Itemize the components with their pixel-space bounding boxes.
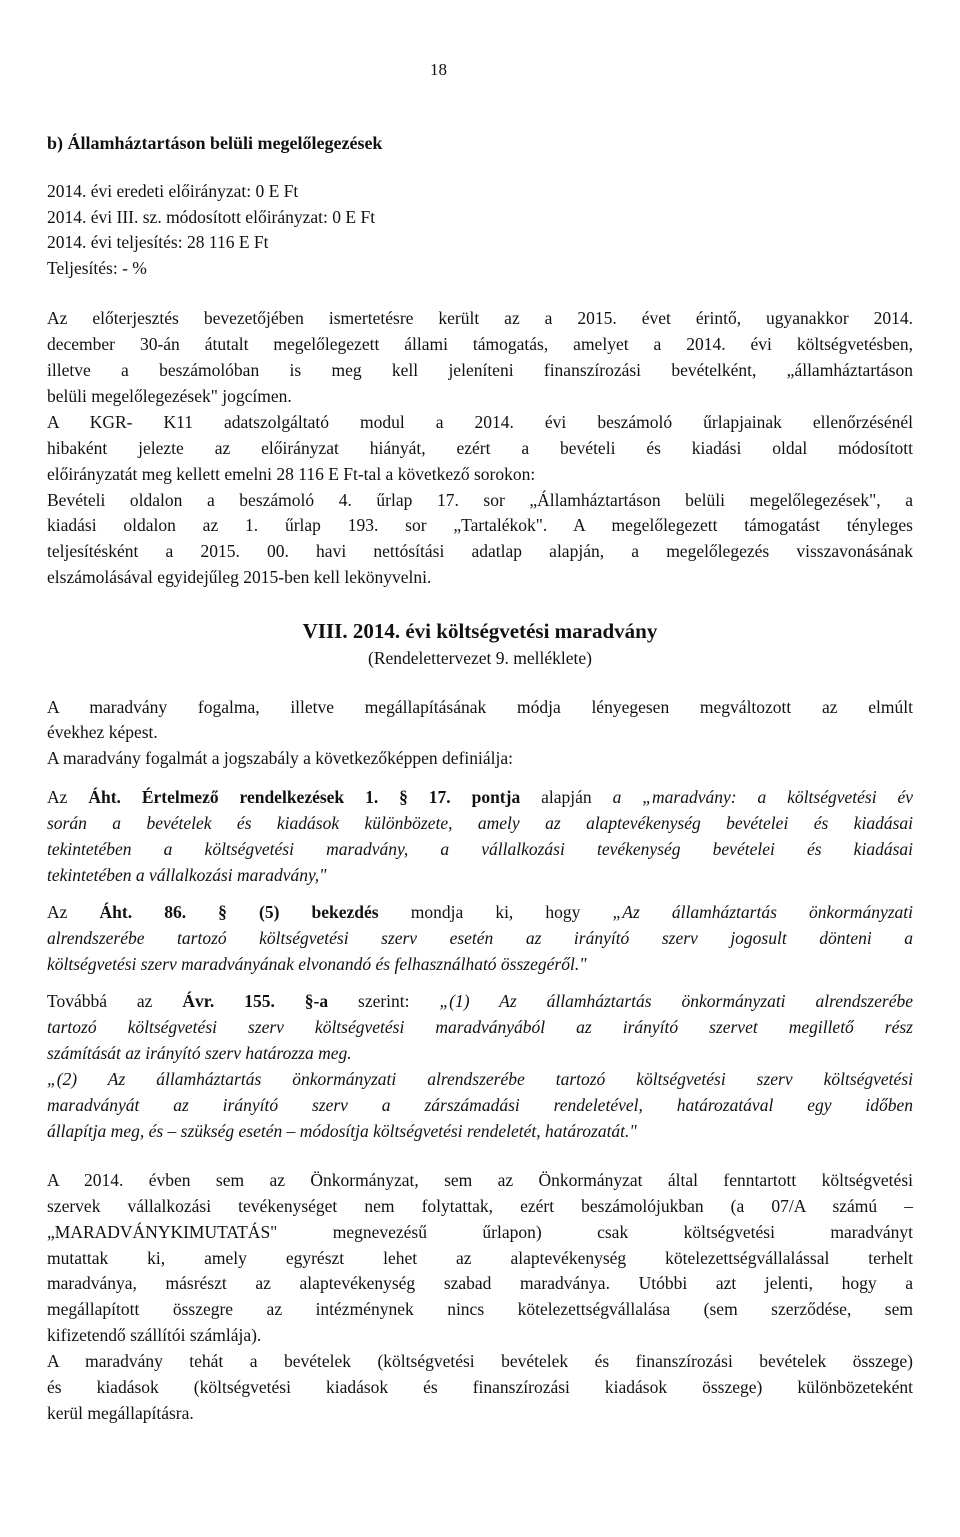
definition-line (47, 839, 913, 860)
quoted-text: során a bevételek és kiadások különbözete, amely az alaptevékenység bevételei és kiadásai (47, 813, 913, 833)
paragraph-line: „MARADVÁNYKIMUTATÁS" megnevezésű űrlapon) csak költségvetési maradványt (47, 1222, 913, 1242)
definition-text: alapján (520, 787, 613, 807)
budget-line: 2014. évi eredeti előirányzat: 0 E Ft (47, 181, 299, 201)
law-reference: Áht. 86. § (5) bekezdés (99, 902, 379, 922)
section-b-heading: b) Államháztartáson belüli megelőlegezések (47, 133, 383, 153)
definition-line (47, 1095, 913, 1116)
definition-text: Az (47, 787, 89, 807)
quoted-text: a „maradvány: a költségvetési év (612, 787, 914, 807)
paragraph-line: A KGR- K11 adatszolgáltató modul a 2014. évi beszámoló űrlapjainak ellenőrzésénél (47, 412, 913, 432)
page-number: 18 (430, 60, 447, 79)
paragraph-line: mutattak ki, amely egyrészt lehet az alaptevékenység kötelezettségvállalással terhelt (47, 1248, 913, 1268)
definition-text: Továbbá az (47, 991, 183, 1011)
paragraph-line: Bevételi oldalon a beszámoló 4. űrlap 17. sor „Államháztartáson belüli megelőlegezések", a (47, 490, 913, 510)
definition-line (47, 928, 913, 949)
quoted-text: „Az államháztartás önkormányzati (612, 902, 914, 922)
section-viii-subheading: (Rendelettervezet 9. melléklete) (368, 648, 592, 668)
paragraph-line: A maradvány fogalmát a jogszabály a következőképpen definiálja: (47, 748, 513, 768)
paragraph-line: maradványa, másrészt az alaptevékenység szabad maradványa. Utóbbi azt jelenti, hogy a (47, 1273, 913, 1293)
paragraph-line: kerül megállapításra. (47, 1403, 194, 1423)
quoted-text: tekintetében a költségvetési maradvány, a vállalkozási tevékenység bevételei és kiadásai (47, 839, 913, 859)
definition-line (47, 1017, 913, 1038)
quoted-text: tartozó költségvetési szerv költségvetési maradványából az irányító szervet megillető rész (47, 1017, 913, 1037)
paragraph-line: A 2014. évben sem az Önkormányzat, sem az Önkormányzat által fenntartott költségvetési (47, 1170, 913, 1190)
budget-line: Teljesítés: - % (47, 258, 147, 278)
paragraph-line: A maradvány fogalma, illetve megállapításának módja lényegesen megváltozott az elmúlt (47, 697, 913, 717)
definition-text: mondja ki, hogy (378, 902, 613, 922)
definition-text: szerint: (328, 991, 440, 1011)
paragraph-line: teljesítésként a 2015. 00. havi nettósítási adatlap alapján, a megelőlegezés visszavonásának (47, 541, 913, 561)
section-viii-heading: VIII. 2014. évi költségvetési maradvány (302, 619, 658, 643)
paragraph-line: belüli megelőlegezések" jogcímen. (47, 386, 292, 406)
paragraph-line: kifizetendő szállítói számlája). (47, 1325, 262, 1345)
quoted-text: számítását az irányító szerv határozza meg. (47, 1043, 352, 1063)
quoted-text: maradványát az irányító szerv a zárszámadási rendeletével, határozatával egy időben (47, 1095, 913, 1115)
paragraph-line: előirányzatát meg kellett emelni 28 116 E Ft-tal a következő sorokon: (47, 464, 536, 484)
definition-line (47, 991, 913, 1012)
law-reference: Ávr. 155. §-a (182, 991, 329, 1011)
quoted-text: tekintetében a vállalkozási maradvány," (47, 865, 327, 885)
definition-line (47, 1043, 913, 1064)
paragraph-line: kiadási oldalon az 1. űrlap 193. sor „Tartalékok". A megelőlegezett támogatást tényleges (47, 515, 913, 535)
quoted-text: „(2) Az államháztartás önkormányzati alrendszerébe tartozó költségvetési szerv költségvetési (47, 1069, 913, 1089)
definition-line (47, 813, 913, 834)
quoted-text: költségvetési szerv maradványának elvonandó és felhasználható összegéről." (47, 954, 587, 974)
definition-line (47, 954, 913, 975)
paragraph-line: december 30-án átutalt megelőlegezett állami támogatás, amelyet a 2014. évi költségvetésben, (47, 334, 913, 354)
definition-line (47, 902, 913, 923)
definition-line (47, 865, 913, 886)
quoted-text: „(1) Az államháztartás önkormányzati alrendszerébe (439, 991, 913, 1011)
law-reference: Áht. Értelmező rendelkezések 1. § 17. pontja (88, 787, 521, 807)
paragraph-line: és kiadások (költségvetési kiadások és finanszírozási kiadások összege) különbözeteként (47, 1377, 913, 1397)
paragraph-line: évekhez képest. (47, 722, 158, 742)
definition-line (47, 1121, 913, 1142)
budget-line: 2014. évi III. sz. módosított előirányzat: 0 E Ft (47, 207, 376, 227)
paragraph-line: elszámolásával egyidejűleg 2015-ben kell lekönyvelni. (47, 567, 432, 587)
paragraph-line: A maradvány tehát a bevételek (költségvetési bevételek és finanszírozási bevételek összege) (47, 1351, 913, 1371)
budget-line: 2014. évi teljesítés: 28 116 E Ft (47, 232, 269, 252)
definition-text: Az (47, 902, 100, 922)
definition-line (47, 1069, 913, 1090)
paragraph-line: megállapított összegre az intézménynek nincs kötelezettségvállalása (sem szerződése, sem (47, 1299, 913, 1319)
quoted-text: állapítja meg, és – szükség esetén – módosítja költségvetési rendeletét, határozatát." (47, 1121, 637, 1141)
paragraph-line: szervek vállalkozási tevékenységet nem folytattak, ezért beszámolójukban (a 07/A számú – (47, 1196, 913, 1216)
quoted-text: alrendszerébe tartozó költségvetési szerv esetén az irányító szerv jogosult dönteni a (47, 928, 913, 948)
definition-line (47, 787, 913, 808)
paragraph-line: Az előterjesztés bevezetőjében ismertetésre került az a 2015. évet érintő, ugyanakkor 2014. (47, 308, 913, 328)
paragraph-line: illetve a beszámolóban is meg kell jeleníteni finanszírozási bevételként, „államháztartáson (47, 360, 913, 380)
paragraph-line: hibaként jelezte az előirányzat hiányát, ezért a bevételi és kiadási oldal módosított (47, 438, 913, 458)
